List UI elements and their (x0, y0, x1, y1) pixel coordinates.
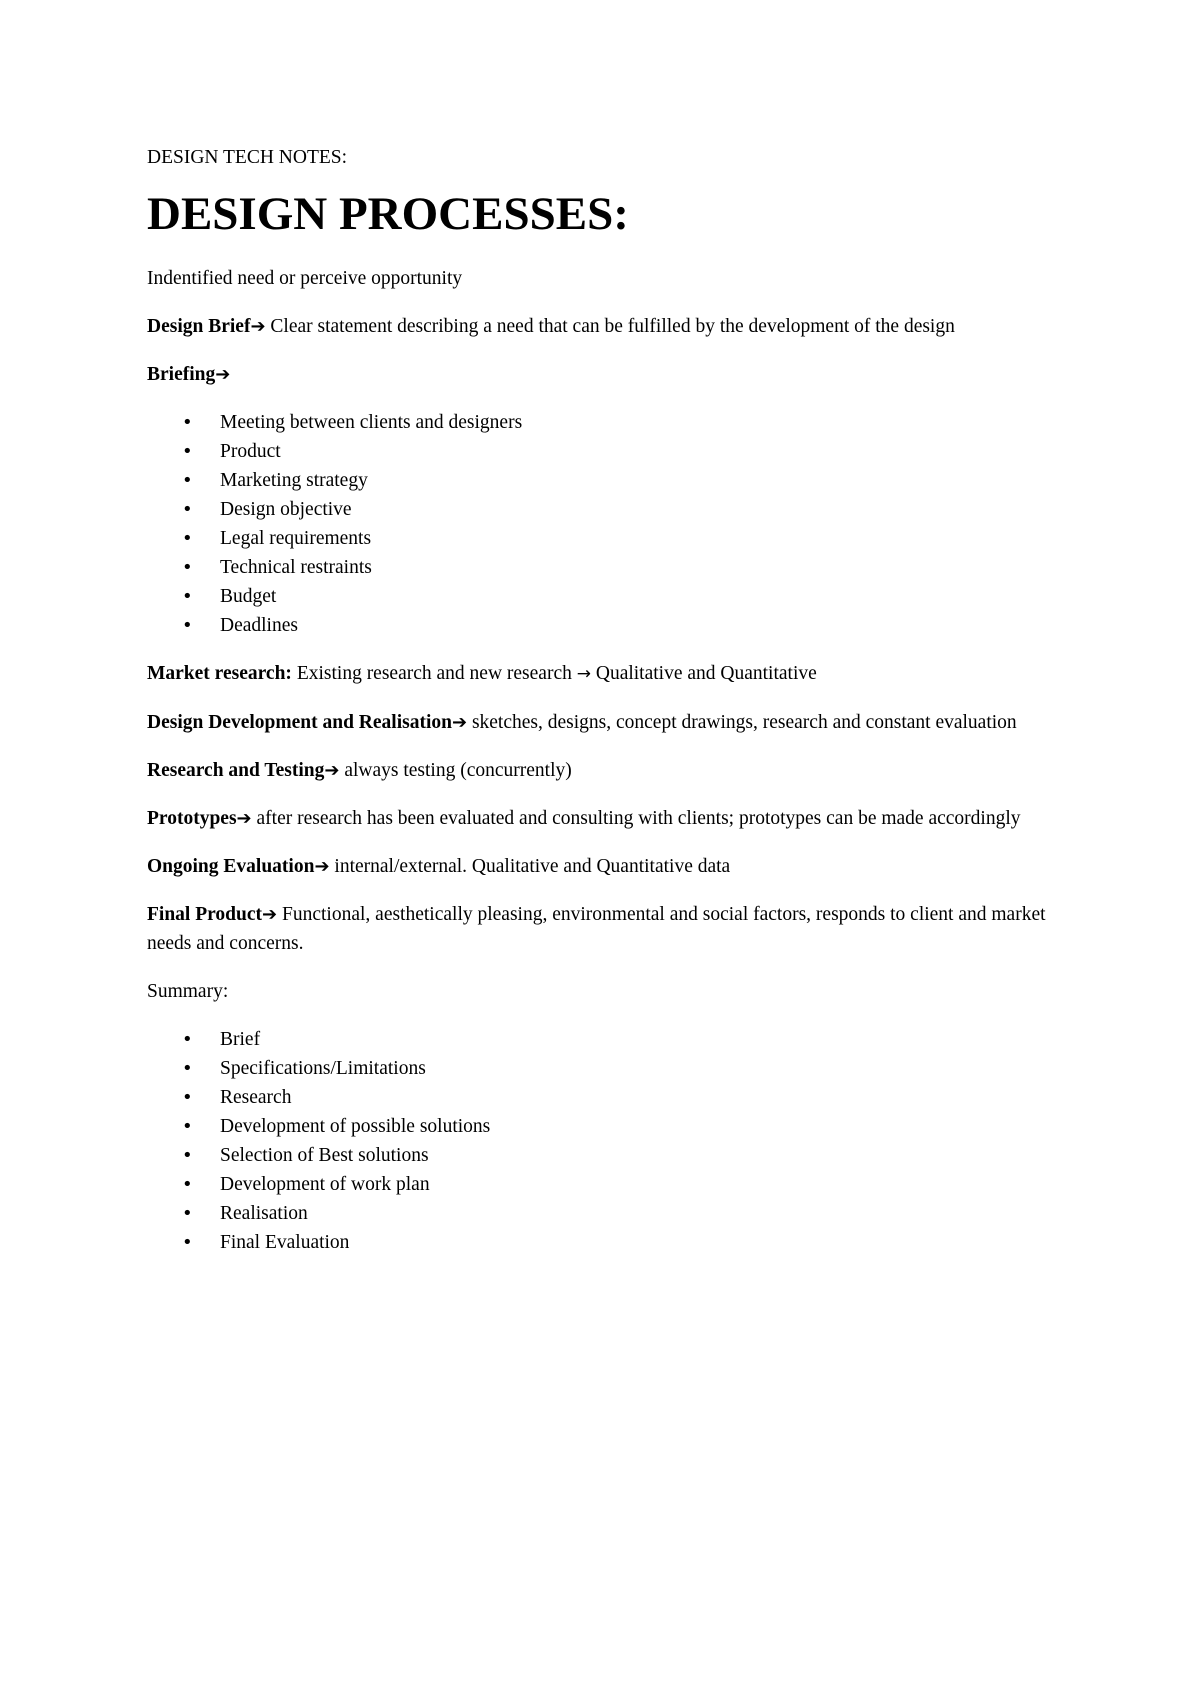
arrow-right-icon: ➔ (215, 364, 231, 385)
market-research-paragraph (147, 659, 1067, 689)
prototypes-text: after research has been evaluated and consulting with clients; prototypes can be made accordingly (251, 808, 1021, 829)
list-item: • Product (147, 437, 1067, 466)
list-item: • Development of possible solutions (147, 1112, 1067, 1141)
summary-list (147, 1025, 1067, 1257)
arrow-right-icon: ➔ (236, 808, 252, 829)
design-development-label: Design Development and Realisation (147, 712, 452, 733)
briefing-label: Briefing (147, 364, 216, 385)
arrow-right-icon: ➔ (324, 760, 340, 781)
list-item: • Meeting between clients and designers (147, 408, 1067, 437)
list-item: • Marketing strategy (147, 466, 1067, 495)
arrow-right-icon: ➔ (314, 856, 330, 877)
briefing-list (147, 408, 1067, 640)
research-testing-paragraph (147, 756, 1067, 785)
final-product-text: Functional, aesthetically pleasing, environmental and social factors, responds to client and market needs and concerns. (147, 904, 1046, 954)
page-title: DESIGN PROCESSES: (147, 188, 629, 240)
list-item: • Final Evaluation (147, 1228, 1067, 1257)
arrow-right-icon: ➔ (451, 712, 468, 733)
list-item: • Legal requirements (147, 524, 1067, 553)
design-development-paragraph (147, 708, 1067, 737)
arrow-right-icon: ➔ (262, 904, 278, 925)
arrow-right-icon: → (576, 664, 591, 684)
list-item: • Technical restraints (147, 553, 1067, 582)
design-brief-label: Design Brief (147, 316, 251, 337)
research-testing-text: always testing (concurrently) (339, 760, 572, 781)
summary-heading: Summary: (147, 981, 229, 1002)
prototypes-label: Prototypes (147, 808, 237, 829)
design-brief-text: Clear statement describing a need that can be fulfilled by the development of the design (265, 316, 955, 337)
final-product-label: Final Product (147, 904, 263, 925)
list-item: • Research (147, 1083, 1067, 1112)
intro-paragraph: Indentified need or perceive opportunity (147, 268, 463, 289)
document-kicker: DESIGN TECH NOTES: (147, 147, 348, 168)
list-item: • Design objective (147, 495, 1067, 524)
list-item: • Budget (147, 582, 1067, 611)
list-item: • Realisation (147, 1199, 1067, 1228)
design-brief-paragraph (147, 312, 1067, 341)
list-item: • Brief (147, 1025, 1067, 1054)
list-item: • Specifications/Limitations (147, 1054, 1067, 1083)
market-research-text-before: Existing research and new research (291, 663, 577, 684)
market-research-label: Market research: (147, 663, 292, 684)
ongoing-evaluation-text: internal/external. Qualitative and Quantitative data (329, 856, 731, 877)
prototypes-paragraph (147, 804, 1067, 833)
ongoing-evaluation-label: Ongoing Evaluation (147, 856, 315, 877)
research-testing-label: Research and Testing (147, 760, 325, 781)
document-body (147, 143, 1067, 1276)
ongoing-evaluation-paragraph (147, 852, 1067, 881)
final-product-paragraph (147, 900, 1067, 958)
market-research-text-after: Qualitative and Quantitative (590, 663, 817, 684)
design-development-text: sketches, designs, concept drawings, research and constant evaluation (467, 712, 1017, 733)
list-item: • Selection of Best solutions (147, 1141, 1067, 1170)
briefing-heading (147, 360, 1067, 389)
arrow-right-icon: ➔ (250, 316, 266, 337)
list-item: • Development of work plan (147, 1170, 1067, 1199)
list-item: • Deadlines (147, 611, 1067, 640)
